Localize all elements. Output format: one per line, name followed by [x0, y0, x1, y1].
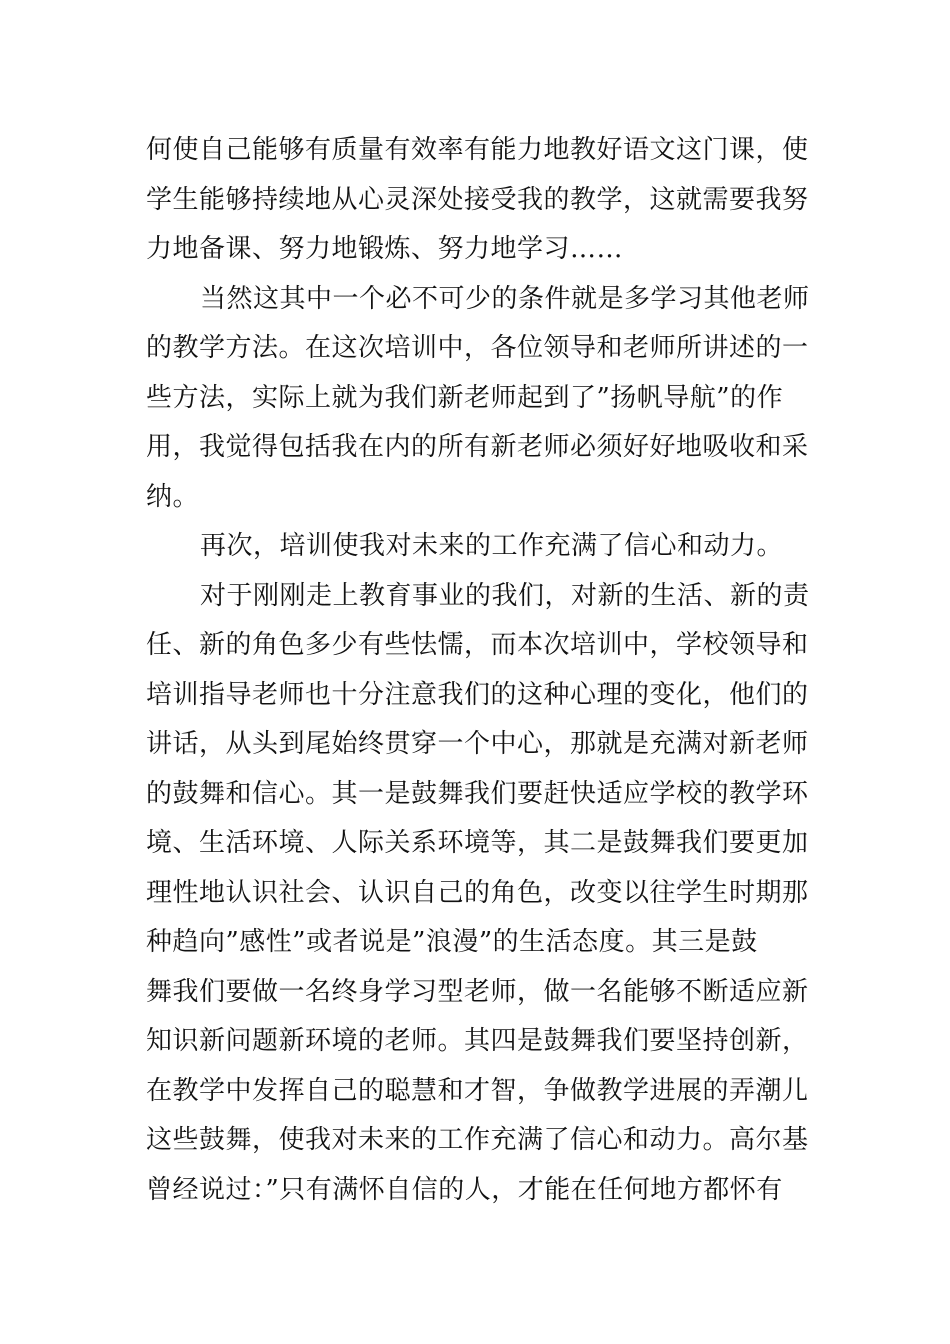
text-line: 境、生活环境、人际关系环境等，其二是鼓舞我们要更加 — [146, 828, 809, 858]
text-line: 这些鼓舞，使我对未来的工作充满了信心和动力。高尔基 — [146, 1125, 809, 1155]
text-line: 纳。 — [146, 481, 200, 512]
text-line: 在教学中发挥自己的聪慧和才智，争做教学进展的弄潮儿 — [146, 1075, 809, 1106]
text-line: 培训指导老师也十分注意我们的这种心理的变化，他们的 — [146, 679, 809, 710]
text-line: 种趋向”感性”或者说是”浪漫”的生活态度。其三是鼓 — [146, 927, 758, 957]
paragraph-3 — [146, 522, 811, 572]
text-line: 当然这其中一个必不可少的条件就是多学习其他老师 — [200, 283, 810, 314]
text-line: 曾经说过：”只有满怀自信的人，才能在任何地方都怀有 — [146, 1174, 783, 1205]
paragraph-4 — [146, 572, 811, 1216]
text-line: 些方法，实际上就为我们新老师起到了”扬帆导航”的作 — [146, 382, 784, 413]
text-line: 理性地认识社会、认识自己的角色，改变以往学生时期那 — [146, 877, 809, 908]
paragraph-1 — [146, 126, 811, 275]
text-line: 对于刚刚走上教育事业的我们，对新的生活、新的责 — [200, 580, 810, 611]
paragraph-2 — [146, 275, 811, 523]
text-line: 用，我觉得包括我在内的所有新老师必须好好地吸收和采 — [146, 432, 809, 462]
text-line: 力地备课、努力地锻炼、努力地学习…… — [146, 234, 624, 264]
text-line: 舞我们要做一名终身学习型老师，做一名能够不断适应新 — [146, 976, 809, 1007]
text-line: 任、新的角色多少有些怯懦，而本次培训中，学校领导和 — [146, 630, 809, 660]
text-line: 再次，培训使我对未来的工作充满了信心和动力。 — [200, 531, 784, 561]
document-body — [146, 126, 811, 1215]
text-line: 何使自己能够有质量有效率有能力地教好语文这门课，使 — [146, 135, 809, 165]
text-line: 的鼓舞和信心。其一是鼓舞我们要赶快适应学校的教学环 — [146, 778, 809, 809]
text-line: 学生能够持续地从心灵深处接受我的教学，这就需要我努 — [146, 184, 809, 215]
text-line: 的教学方法。在这次培训中，各位领导和老师所讲述的一 — [146, 333, 809, 363]
text-line: 讲话，从头到尾始终贯穿一个中心，那就是充满对新老师 — [146, 729, 809, 759]
text-line: 知识新问题新环境的老师。其四是鼓舞我们要坚持创新， — [146, 1026, 809, 1056]
